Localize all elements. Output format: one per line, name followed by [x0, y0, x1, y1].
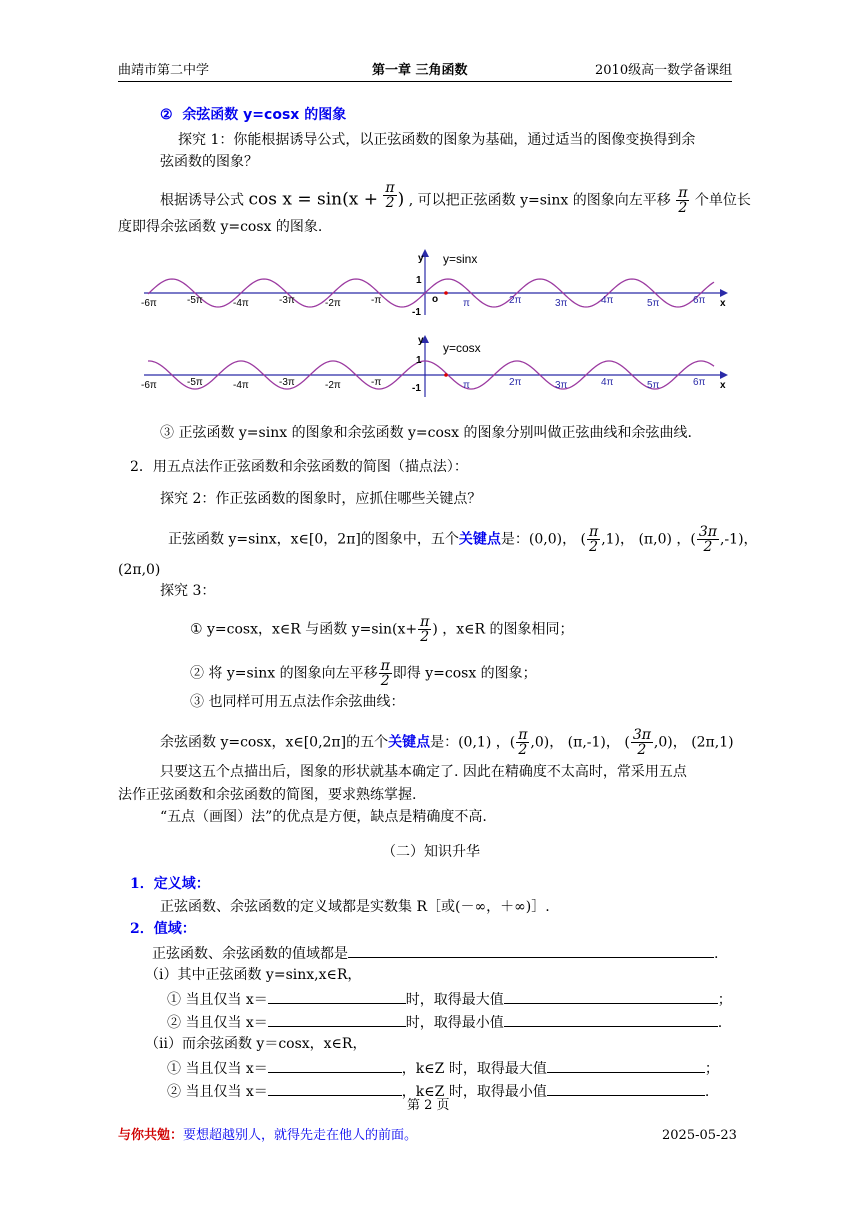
sin-key-mid: 是：(0,0)，	[500, 531, 577, 548]
formula-pre: 根据诱导公式	[160, 192, 244, 209]
explore3-item2	[190, 659, 537, 688]
explore3: 探究 3：	[160, 583, 216, 599]
shift-fraction	[676, 186, 689, 215]
ii2-end: .	[704, 1084, 710, 1100]
cos-point	[444, 373, 448, 377]
frac-pi-2	[516, 728, 529, 757]
section-title-text: 余弦函数 y=cosx 的图象	[182, 107, 347, 123]
frac-den: 2	[518, 742, 528, 758]
cos-tick-label: -2π	[325, 380, 341, 391]
frac-den: 2	[637, 742, 647, 758]
frac-den: 2	[589, 539, 599, 555]
sin-key-last: (2π,0)	[118, 562, 161, 578]
header-chapter: 第一章 三角函数	[372, 63, 468, 78]
frac-3pi-2	[631, 728, 653, 757]
frac-num: 3π	[632, 727, 651, 743]
cos-key-pre: 余弦函数 y=cosx，x∈[0,2π]的五个	[160, 734, 389, 751]
footer-date: 2025-05-23	[662, 1128, 737, 1143]
cos-tick-label: -6π	[141, 380, 157, 391]
range-line	[152, 943, 718, 963]
key-points-label: 关键点	[458, 531, 501, 548]
page-number: 第 2 页	[407, 1098, 450, 1113]
frac-pi-2	[379, 659, 392, 688]
range-blank[interactable]	[348, 943, 714, 958]
frac-num: π	[420, 614, 430, 630]
i2-line	[167, 1012, 722, 1032]
sin-origin: o	[432, 294, 439, 305]
sin-tick-label: -3π	[279, 295, 295, 306]
frac-den: 2	[380, 673, 390, 689]
sin-key-points: 正弦函数 y=sinx，x∈[0，2π]的图象中，五个关键点是：(0,0)， ( $\frac{\pi}{2}$ ,1)， (π,0) ，( $\frac{3\pi}{2}$ ,-1)，	[168, 524, 758, 555]
header-school: 曲靖市第二中学	[118, 63, 210, 78]
cos-tick-label: -4π	[233, 380, 249, 391]
sin-x-arrow	[720, 289, 728, 297]
i-line: （ⅰ）其中正弦函数 y=sinx,x∈R，	[145, 967, 362, 983]
sin-tick-label: -5π	[187, 295, 203, 306]
section-title	[160, 106, 346, 124]
sin-x-label: x	[720, 298, 726, 309]
formula-fraction	[383, 181, 396, 210]
cos-neg-one: -1	[412, 383, 421, 394]
sin-point	[444, 291, 448, 295]
ii2-pre: ② 当且仅当 x＝	[167, 1084, 268, 1100]
sin-tick-label: 5π	[647, 298, 660, 309]
sin-y-label: y	[418, 253, 424, 264]
graphs-figure	[130, 245, 730, 405]
sin-title: y=sinx	[443, 252, 478, 266]
i1-end: ；	[717, 992, 732, 1008]
sin-one: 1	[416, 275, 422, 286]
formula-line2: 度即得余弦函数 y=cosx 的图象.	[118, 219, 323, 235]
sin-key-p4: ,-1)，	[719, 531, 758, 548]
header-rule	[118, 81, 732, 82]
cos-tick-label: 5π	[647, 380, 660, 391]
sin-tick-label: π	[463, 298, 470, 309]
sin-tick-label: -6π	[141, 298, 157, 309]
frac-num: π	[518, 727, 528, 743]
sin-graph	[141, 249, 728, 318]
range-heading: 2．值域：	[130, 921, 196, 937]
cos-tick-label: 3π	[555, 380, 568, 391]
sin-tick-label: -π	[371, 295, 382, 306]
domain-text: 正弦函数、余弦函数的定义域都是实数集 R［或(－∞，＋∞)］.	[160, 899, 550, 915]
part2-title: （二）知识升华	[382, 844, 480, 860]
ii2-min-blank[interactable]	[547, 1081, 705, 1096]
para1-line2: 法作正弦函数和余弦函数的简图，要求熟练掌握.	[118, 787, 417, 803]
sin-tick-label: -2π	[325, 298, 341, 309]
e3-2-pre: ② 将 y=sinx 的图象向左平移	[190, 665, 378, 682]
sin-tick-label: -4π	[233, 298, 249, 309]
cos-tick-label: -3π	[279, 377, 295, 388]
cos-key-mid: 是：(0,1) ，(	[430, 734, 516, 751]
header-group: 2010级高一数学备课组	[595, 63, 733, 78]
ii2-mid: ，k∈Z 时，取得最小值	[401, 1084, 547, 1100]
explore3-item3: ③ 也同样可用五点法作余弦曲线：	[190, 694, 405, 710]
frac-den: 2	[385, 195, 395, 211]
sin-tick-label: 2π	[509, 295, 522, 306]
cos-y-label: y	[418, 335, 424, 346]
frac-num: π	[589, 524, 599, 540]
section-title-num: ②	[160, 107, 173, 123]
cos-key-p4: ,0)， (2π,1)	[653, 734, 734, 751]
frac-num: π	[678, 185, 688, 201]
explore3-item1	[190, 615, 573, 644]
formula-line	[160, 180, 751, 216]
cos-x-arrow	[720, 371, 728, 379]
e3-1-pre: ① y=cosx，x∈R 与函数 y=sin(x+	[190, 621, 418, 638]
explore1-line1: 探究 1：你能根据诱导公式，以正弦函数的图象为基础，通过适当的图像变换得到余	[178, 132, 696, 148]
formula-close: )	[397, 189, 405, 210]
range-period: .	[714, 946, 719, 962]
i2-end: .	[717, 1015, 723, 1031]
i2-min-blank[interactable]	[504, 1012, 718, 1027]
frac-den: 2	[420, 629, 430, 645]
cos-graph	[141, 335, 728, 397]
cos-one: 1	[416, 355, 422, 366]
key-points-label: 关键点	[388, 734, 431, 751]
ii1-end: ；	[704, 1061, 719, 1077]
sin-tick-label: 4π	[601, 295, 614, 306]
footer-motto	[118, 1127, 417, 1145]
frac-3pi-2	[697, 525, 719, 554]
formula-math: cos x = sin(x +	[248, 189, 378, 210]
cos-key-p2: ,0)， (π,-1)， (	[530, 734, 630, 751]
ii1-max-blank[interactable]	[547, 1058, 705, 1073]
ii1-mid: ，k∈Z 时，取得最大值	[401, 1061, 547, 1077]
cos-key-points	[160, 728, 734, 757]
sin-neg-one: -1	[412, 307, 421, 318]
motto-text: 要想超越别人，就得先走在他人的前面。	[183, 1128, 418, 1143]
cos-title: y=cosx	[443, 341, 481, 355]
cos-tick-label: -π	[371, 377, 382, 388]
i1-max-blank[interactable]	[504, 989, 718, 1004]
frac-num: 3π	[698, 524, 717, 540]
para2: “五点（画图）法”的优点是方便，缺点是精确度不高.	[160, 809, 487, 825]
frac-den: 2	[703, 539, 713, 555]
e3-2-post: 即得 y=cosx 的图象；	[392, 665, 537, 682]
i2-mid: 时，取得最小值	[405, 1015, 504, 1031]
formula-tail: 个单位长	[694, 192, 751, 209]
ii1-line	[167, 1058, 719, 1078]
sin-tick-label: 6π	[693, 295, 706, 306]
cos-tick-label: 4π	[601, 377, 614, 388]
ii1-pre: ① 当且仅当 x＝	[167, 1061, 268, 1077]
cos-tick-label: π	[463, 380, 470, 391]
ii1-x-blank[interactable]	[268, 1058, 402, 1073]
cos-x-label: x	[720, 380, 726, 391]
explore1-line2: 弦函数的图象？	[160, 154, 258, 170]
formula-post: , 可以把正弦函数 y=sinx 的图象向左平移	[408, 192, 671, 209]
i1-x-blank[interactable]	[268, 989, 406, 1004]
sin-key-p2: ,1)， (π,0) ，(	[601, 531, 696, 548]
frac-num: π	[380, 658, 390, 674]
frac-den: 2	[678, 200, 688, 216]
frac-num: π	[385, 180, 395, 196]
cos-tick-label: 2π	[509, 377, 522, 388]
frac-pi-2	[587, 525, 600, 554]
domain-heading: 1．定义域：	[130, 876, 210, 892]
sin-key-pre: 正弦函数 y=sinx，x∈[0，2π]的图象中，五个	[168, 531, 459, 548]
ii2-x-blank[interactable]	[268, 1081, 402, 1096]
cos-tick-label: -5π	[187, 377, 203, 388]
i1-pre: ① 当且仅当 x＝	[167, 992, 268, 1008]
explore2: 探究 2：作正弦函数的图象时，应抓住哪些关键点？	[160, 491, 482, 507]
cos-tick-label: 6π	[693, 377, 706, 388]
sin-tick-label: 3π	[555, 298, 568, 309]
i1-mid: 时，取得最大值	[405, 992, 504, 1008]
i1-line	[167, 989, 732, 1009]
i2-pre: ② 当且仅当 x＝	[167, 1015, 268, 1031]
para1-line1: 只要这五个点描出后，图象的形状就基本确定了. 因此在精确度不太高时，常采用五点	[160, 764, 687, 780]
item3-curves: ③ 正弦函数 y=sinx 的图象和余弦函数 y=cosx 的图象分别叫做正弦曲线和余弦曲线.	[160, 425, 692, 441]
ii-line: （ⅱ）而余弦函数 y＝cosx，x∈R，	[145, 1036, 367, 1052]
five-point-heading: 2．用五点法作正弦函数和余弦函数的简图（描点法）：	[130, 459, 468, 475]
e3-1-post: ) ，x∈R 的图象相同；	[432, 621, 574, 638]
frac-pi-2	[418, 615, 431, 644]
motto-label: 与你共勉：	[118, 1128, 184, 1143]
range-text: 正弦函数、余弦函数的值域都是	[152, 946, 348, 962]
i2-x-blank[interactable]	[268, 1012, 406, 1027]
